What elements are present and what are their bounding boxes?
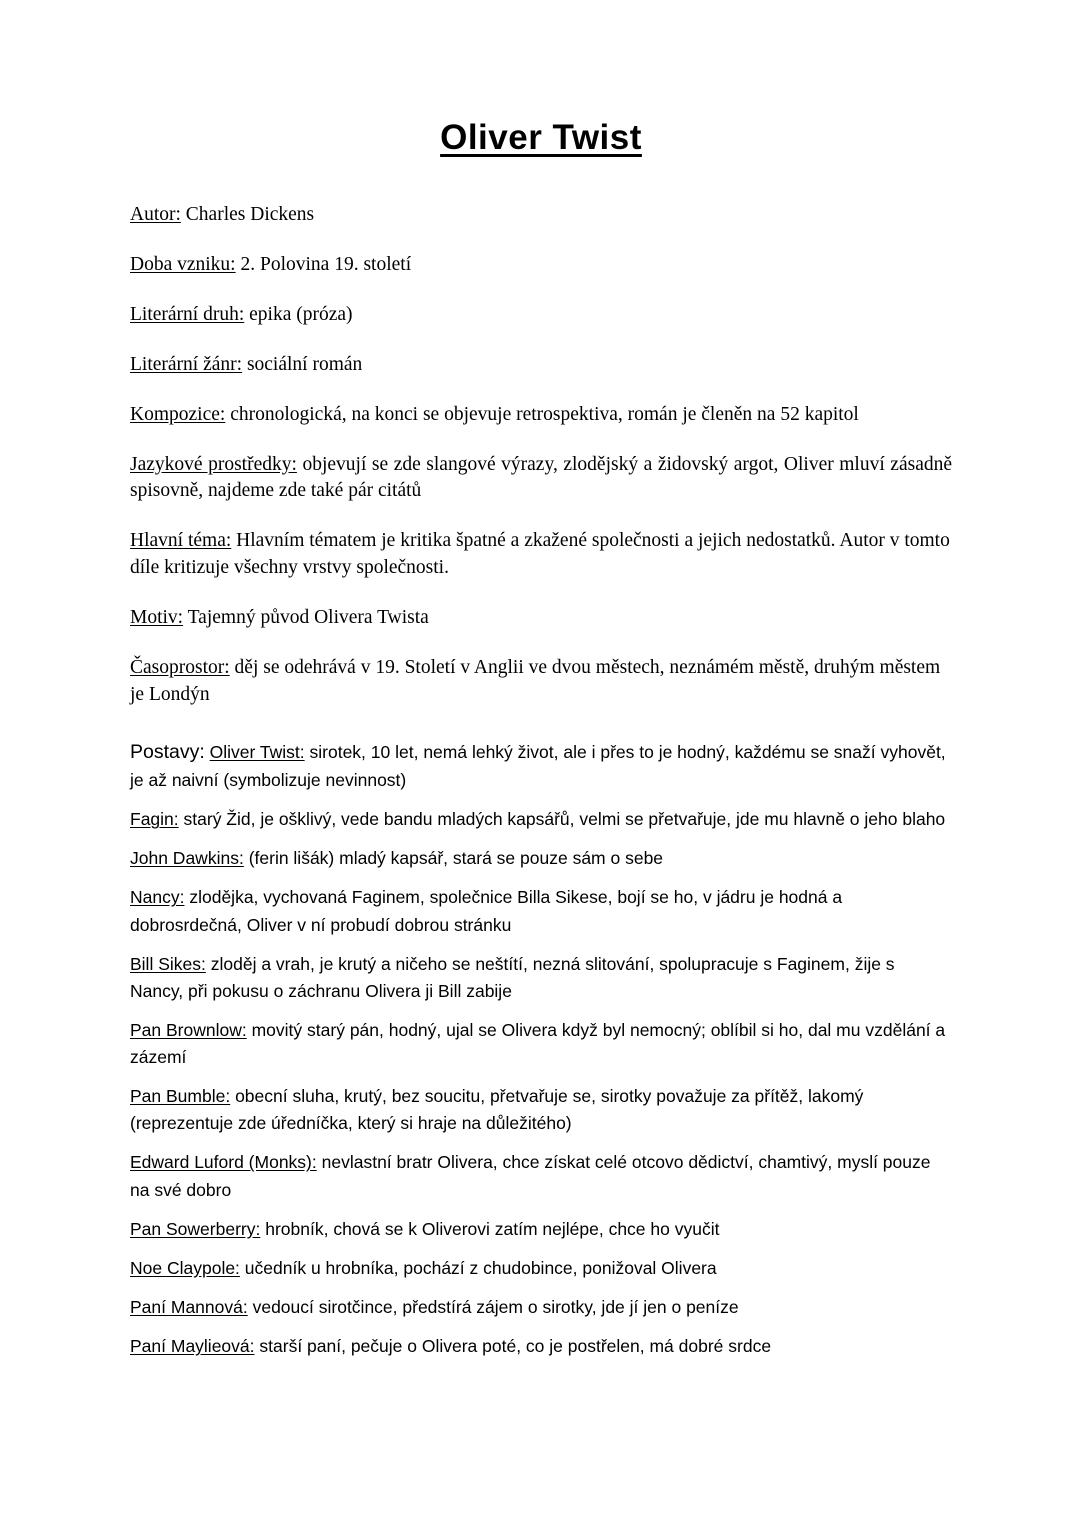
section-jazykove-prostredky bbox=[130, 452, 952, 506]
character-john-dawkins bbox=[130, 845, 952, 872]
character-noe-claypole bbox=[130, 1255, 952, 1282]
section-kompozice-text: chronologická, na konci se objevuje retrospektiva, román je členěn na 52 kapitol bbox=[230, 403, 859, 425]
character-bill-sikes bbox=[130, 951, 952, 1005]
section-jazykove-prostredky-label: Jazykové prostředky: bbox=[130, 453, 297, 475]
character-pani-mannova bbox=[130, 1294, 952, 1321]
character-pan-bumble-label: Pan Bumble: bbox=[130, 1086, 231, 1107]
section-hlavni-tema-label: Hlavní téma: bbox=[130, 530, 232, 552]
character-bill-sikes-text: zloděj a vrah, je krutý a ničeho se neštítí, nezná slitování, spolupracuje s Faginem, žije s Nancy, při pokusu o záchranu Olivera ji Bill zabije bbox=[130, 953, 895, 1001]
section-motiv-label: Motiv: bbox=[130, 607, 184, 629]
character-nancy-text: zlodějka, vychovaná Faginem, společnice Billa Sikese, bojí se ho, v jádru je hodná a dobrosrdečná, Oliver v ní probudí dobrou stránku bbox=[130, 887, 843, 935]
section-autor-label: Autor: bbox=[130, 204, 181, 225]
section-autor-text: Charles Dickens bbox=[185, 204, 315, 225]
character-edward-luford bbox=[130, 1149, 952, 1203]
character-nancy bbox=[130, 884, 952, 938]
characters-section bbox=[130, 737, 952, 1360]
section-casoprostor bbox=[130, 655, 952, 709]
section-kompozice-label: Kompozice: bbox=[130, 403, 226, 425]
section-hlavni-tema bbox=[130, 528, 952, 582]
section-casoprostor-label: Časoprostor: bbox=[130, 657, 230, 679]
character-pan-sowerberry-label: Pan Sowerberry: bbox=[130, 1218, 261, 1239]
section-autor bbox=[130, 202, 952, 229]
character-pani-mannova-text: vedoucí sirotčince, předstírá zájem o sirotky, jde jí jen o peníze bbox=[252, 1296, 739, 1317]
section-doba-vzniku-label: Doba vzniku: bbox=[130, 253, 236, 275]
character-fagin bbox=[130, 806, 952, 833]
character-noe-claypole-text: učedník u hrobníka, pochází z chudobince, ponižoval Olivera bbox=[244, 1257, 717, 1278]
character-bill-sikes-label: Bill Sikes: bbox=[130, 953, 206, 974]
section-doba-vzniku-text: 2. Polovina 19. století bbox=[240, 253, 412, 275]
section-literarni-druh bbox=[130, 302, 952, 329]
section-doba-vzniku bbox=[130, 252, 952, 279]
character-pan-bumble-text: obecní sluha, krutý, bez soucitu, přetvařuje se, sirotky považuje za přítěž, lakomý (reprezentuje zde úředníčka, který si hraje na důležitého) bbox=[130, 1086, 864, 1134]
character-fagin-label: Fagin: bbox=[130, 809, 179, 830]
character-oliver-twist-text: sirotek, 10 let, nemá lehký život, ale i přes to je hodný, každému se snaží vyhovět, je až naivní (symbolizuje nevinnost) bbox=[130, 741, 946, 791]
characters-heading: Postavy: bbox=[130, 740, 205, 763]
section-literarni-zanr-text: sociální román bbox=[246, 353, 363, 375]
section-literarni-druh-text: epika (próza) bbox=[249, 303, 353, 325]
section-literarni-zanr-label: Literární žánr: bbox=[130, 353, 243, 375]
character-pan-brownlow-text: movitý starý pán, hodný, ujal se Olivera když byl nemocný; oblíbil si ho, dal mu vzdělání a zázemí bbox=[130, 1019, 946, 1068]
section-hlavni-tema-text: Hlavním tématem je kritika špatné a zkažené společnosti a jejich nedostatků. Autor v tomto díle kritizuje všechny vrstvy společnosti. bbox=[130, 530, 950, 579]
character-pani-mannova-label: Paní Mannová: bbox=[130, 1296, 248, 1317]
section-casoprostor-text: děj se odehrává v 19. Století v Anglii ve dvou městech, neznámém městě, druhým městem je Londýn bbox=[130, 657, 941, 705]
character-pan-bumble bbox=[130, 1083, 952, 1137]
character-john-dawkins-label: John Dawkins: bbox=[130, 848, 244, 869]
character-pan-brownlow-label: Pan Brownlow: bbox=[130, 1019, 247, 1040]
section-kompozice bbox=[130, 402, 952, 429]
section-literarni-zanr bbox=[130, 352, 952, 379]
character-pan-sowerberry bbox=[130, 1216, 952, 1243]
character-nancy-label: Nancy: bbox=[130, 887, 185, 908]
character-oliver-twist-label: Oliver Twist: bbox=[209, 741, 305, 762]
section-motiv bbox=[130, 605, 952, 632]
character-john-dawkins-text: (ferin lišák) mladý kapsář, stará se pouze sám o sebe bbox=[248, 848, 664, 869]
character-pan-sowerberry-text: hrobník, chová se k Oliverovi zatím nejlépe, chce ho vyučit bbox=[265, 1218, 720, 1239]
character-edward-luford-text: nevlastní bratr Olivera, chce získat celé otcovo dědictví, chamtivý, myslí pouze na své dobro bbox=[130, 1152, 931, 1200]
character-pan-brownlow bbox=[130, 1017, 952, 1071]
character-pani-maylieova bbox=[130, 1333, 952, 1360]
character-pani-maylieova-label: Paní Maylieová: bbox=[130, 1336, 255, 1357]
section-motiv-text: Tajemný původ Olivera Twista bbox=[187, 607, 429, 629]
character-oliver-twist bbox=[130, 737, 952, 794]
section-literarni-druh-label: Literární druh: bbox=[130, 303, 245, 325]
character-fagin-text: starý Žid, je ošklivý, vede bandu mladých kapsářů, velmi se přetvařuje, jde mu hlavně o jeho blaho bbox=[183, 809, 946, 830]
document-title: Oliver Twist bbox=[440, 118, 642, 157]
section-jazykove-prostredky-text: objevují se zde slangové výrazy, zlodějský a židovský argot, Oliver mluví zásadně spisovně, najdeme zde také pár citátů bbox=[130, 453, 953, 502]
character-pani-maylieova-text: starší paní, pečuje o Olivera poté, co je postřelen, má dobré srdce bbox=[259, 1336, 772, 1357]
character-noe-claypole-label: Noe Claypole: bbox=[130, 1257, 240, 1278]
character-edward-luford-label: Edward Luford (Monks): bbox=[130, 1152, 317, 1173]
